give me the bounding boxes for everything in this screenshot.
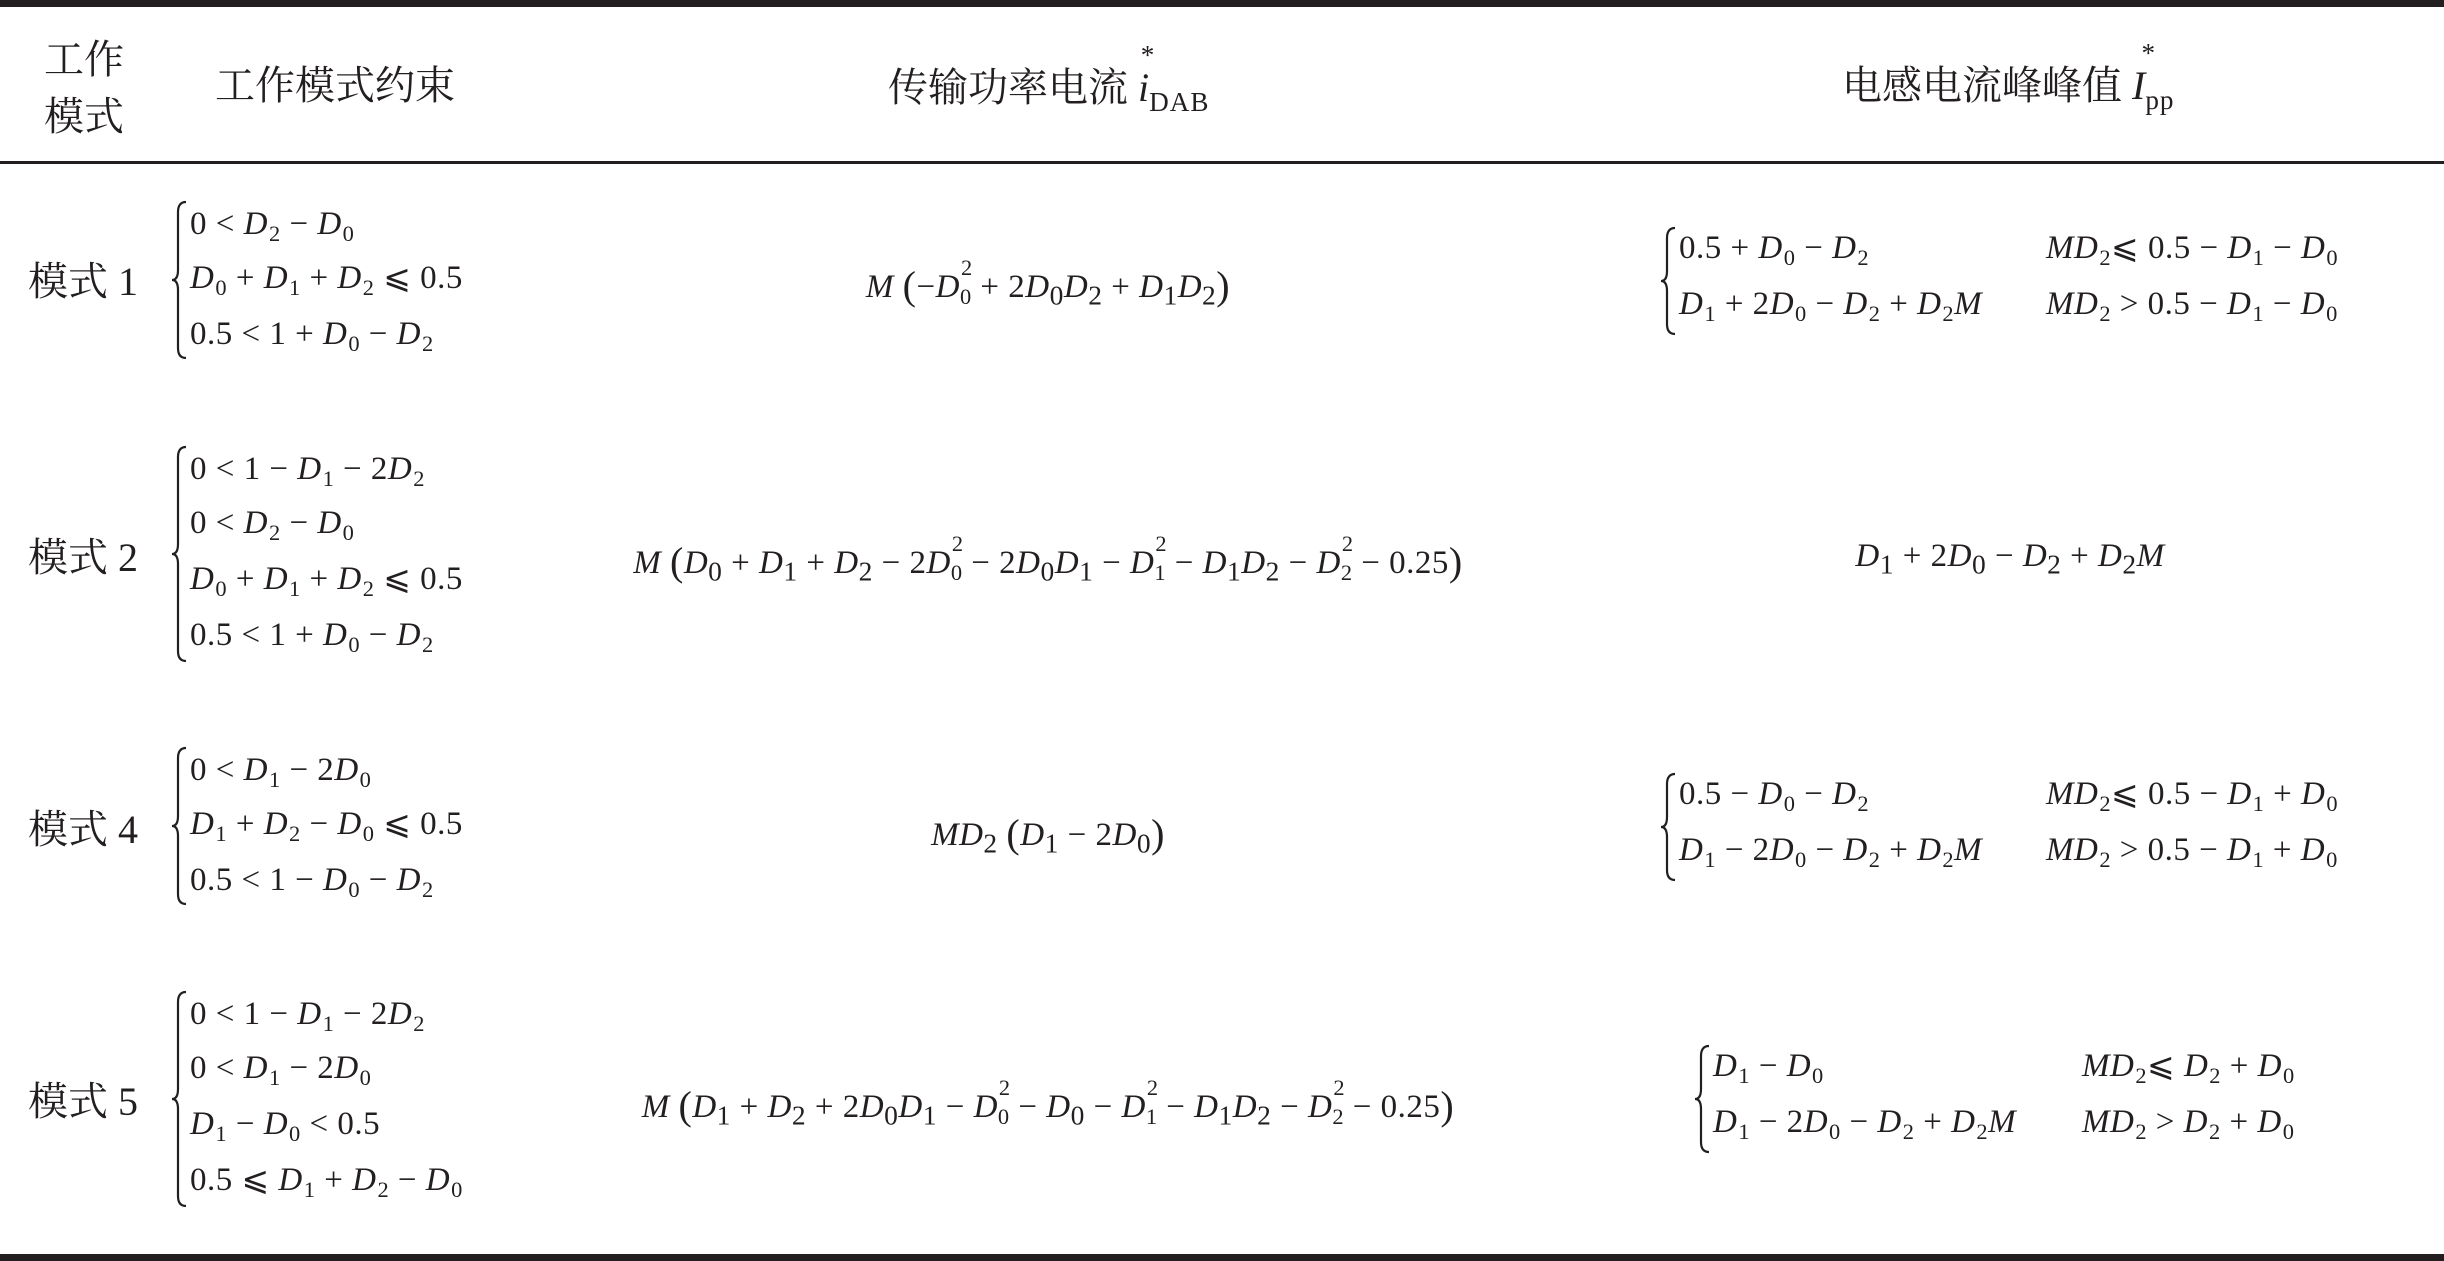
constraints-mode-2 [174,445,574,663]
constraint-row: $0 < 1 - D_1 - 2D_2$ [190,996,425,1037]
header-constraint: 工作模式约束 [215,63,455,108]
header-i-dab-label: 传输功率电流 [888,65,1128,110]
constraint-row: $D_1 - D_0 < 0.5$ [190,1106,381,1147]
i-pp-condition: $MD_2⩽$ $0.5 - D_1 - D_0$ [2046,230,2339,271]
left-brace-icon [1663,226,1677,336]
constraint-row: $0 < D_1 - 2D_0$ [190,752,372,793]
constraint-row: $0 < D_1 - 2D_0$ [190,1050,372,1091]
mode-label-2: 模式 2 [28,535,138,580]
constraints-mode-4 [174,746,574,906]
constraint-row: $0.5 < 1 + D_0 - D_2$ [190,316,434,357]
left-brace-icon [174,445,188,663]
i-pp-mode-4 [1663,772,2383,882]
header-i-pp-label: 电感电流峰峰值 [1842,63,2122,108]
constraint-row: $0.5 < 1 + D_0 - D_2$ [190,617,434,658]
table-bottom-rule [0,1254,2444,1261]
i-pp-case: $D_1 - 2D_0 - D_2 + D_2M$ [1679,832,1983,873]
constraints-mode-5 [174,990,574,1208]
left-brace-icon [174,990,188,1208]
left-brace-icon [1663,772,1677,882]
header-i-pp-sup: * [2141,38,2156,69]
i-pp-case: $D_1 - D_0$ [1713,1048,1824,1089]
constraint-row: $0 < 1 - D_1 - 2D_2$ [190,451,425,492]
constraint-row: $D_1 + D_2 - D_0$ ⩽ 0.5 [190,806,463,847]
i-pp-mode-1 [1663,226,2383,336]
table-top-rule [0,0,2444,7]
constraint-row: $0 < D_2 - D_0$ [190,505,355,546]
header-mode-line1: 工作 [44,37,124,82]
i-pp-condition: $MD_2 > 0.5 - D_1 + D_0$ [2046,832,2338,873]
i-pp-case: $0.5 + D_0 - D_2$ [1679,230,1870,271]
i-pp-mode-5 [1697,1044,2397,1154]
i-pp-case: $D_1 - 2D_0 - D_2 + D_2M$ [1713,1104,2017,1145]
constraint-row: 0.5 ⩽ $D_1 + D_2 - D_0$ [190,1162,463,1203]
header-mode-line2: 模式 [44,94,124,139]
i-pp-condition: $MD_2⩽$ $0.5 - D_1 + D_0$ [2046,776,2339,817]
i-dab-formula-5: M ($D_1 + D_2 + 2D_0D_1 - D$ 2 $_0 - D_0 - D$ 2 $_1 - D_1D_2 - D$ 2 $_2$ − 0.25) [641,1075,1455,1131]
header-i-dab-sub: DAB [1149,86,1210,117]
i-pp-case: $D_1 + 2D_0 - D_2 + D_2M$ [1679,286,1983,327]
header-i-dab-symbol-letter: i [1138,65,1150,110]
i-pp-case: $0.5 - D_0 - D_2$ [1679,776,1870,817]
header-i-pp-sub: pp [2145,84,2175,115]
constraint-row: $D_0 + D_1 + D_2$ ⩽ 0.5 [190,561,463,602]
mode-label-5: 模式 5 [28,1079,138,1124]
i-pp-condition: $MD_2 > D_2 + D_0$ [2082,1104,2295,1145]
left-brace-icon [174,746,188,906]
header-i-pp-symbol-letter: I [2132,63,2146,108]
i-pp-condition: $MD_2⩽$ $D_2 + D_0$ [2082,1048,2295,1089]
header-i-dab-symbol [1138,40,1210,117]
header-i-dab [888,40,1210,117]
header-i-pp-symbol [2132,38,2175,115]
i-dab-formula-2: M ($D_0 + D_1 + D_2 - 2D$ 2 $_0 - 2D_0D_1 - D$ 2 $_1 - D_1D_2 - D$ 2 $_2$ − 0.25) [633,531,1463,587]
mode-label-1: 模式 1 [28,259,138,304]
constraint-row: $0.5 < 1 - D_0 - D_2$ [190,862,434,903]
mode-label-4: 模式 4 [28,807,138,852]
constraints-mode-1 [174,200,574,360]
i-dab-formula-1: M (−D 2 $_0 + 2D_0D_2 + D_1D_2$) [865,255,1231,311]
header-i-pp [1842,38,2175,115]
table-header-rule [0,161,2444,164]
header-i-dab-sup: * [1140,40,1155,71]
left-brace-icon [174,200,188,360]
i-pp-formula-2: $D_1 + 2D_0 - D_2 + D_2M$ [1855,538,2165,580]
constraint-row: $D_0 + D_1 + D_2$ ⩽ 0.5 [190,260,463,301]
i-pp-condition: $MD_2 > 0.5 - D_1 - D_0$ [2046,286,2338,327]
constraint-row: $0 < D_2 - D_0$ [190,206,355,247]
i-dab-formula-4: $MD_2$ $(D_1 - 2D_0)$ [931,811,1165,859]
left-brace-icon [1697,1044,1711,1154]
